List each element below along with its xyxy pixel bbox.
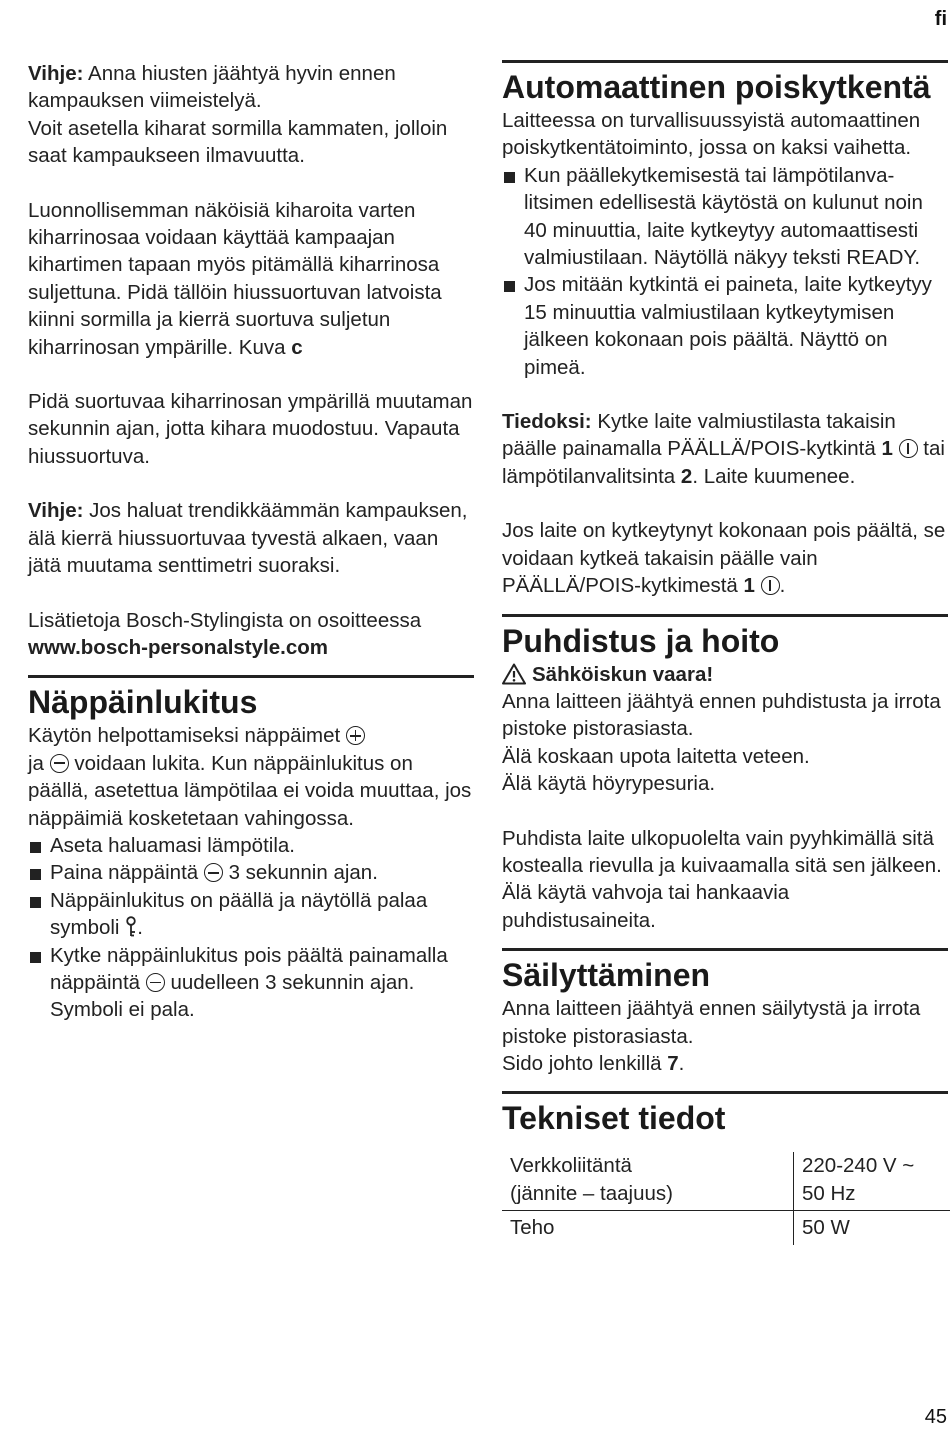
power-on-paragraph <box>502 517 948 599</box>
lock-text-a: Käytön helpottamiseksi näppäimet <box>28 724 346 748</box>
list-item: Kun päällekytkemisestä tai lämpötilanvalitsimen edellisestä käytöstä on kulunut noin 40 minuuttia, laite kytkeytyy automaattisesti valmiustilaan. Näytöllä näkyy teksti READY. <box>502 162 948 272</box>
note-label: Tiedoksi: <box>502 410 592 434</box>
cleaning-text <box>502 688 948 798</box>
auto-off-heading: Automaattinen poiskytkentä <box>502 60 948 107</box>
note-text: . Laite kuumenee. <box>692 464 856 488</box>
curling-text: Luonnollisemman näköisiä kiharoita varten kiharrinosaa voidaan käyttää kampaajan kihartimen tapaan myös pitämällä kiharrinosa suljettuna. Pidä tällöin hiussuortuvan latvoista kiinni sormilla ja kierrä suortuva suljetun kiharrinosan ympärille. Kuva <box>28 198 442 359</box>
list-item <box>28 887 474 942</box>
note-text: Kytke laite valmiustilasta takaisin päälle painamalla PÄÄLLÄ/POIS-kytkintä <box>502 410 896 461</box>
storage-line: Sido johto lenkillä <box>502 1051 668 1075</box>
storage-line: Anna laitteen jäähtyä ennen säilytystä ja irrota pistoke pistorasiasta. <box>502 997 921 1048</box>
ref-number: 1 <box>743 574 755 598</box>
info-text: Lisätietoja Bosch-Stylingista on osoitteessa <box>28 608 422 632</box>
step-text: Paina näppäintä <box>50 861 204 885</box>
spec-label-line: (jännite – taajuus) <box>510 1181 673 1205</box>
figure-ref: c <box>291 335 303 359</box>
warning-icon <box>502 663 526 685</box>
storage-heading: Säilyttäminen <box>502 948 948 995</box>
storage-line: . <box>678 1051 685 1075</box>
hold-paragraph: Pidä suortuvaa kiharrinosan ympärillä muutaman sekunnin ajan, jotta kihara muodostuu. Vapauta hiussuortuva. <box>28 390 473 468</box>
power-on-text: . <box>779 574 786 598</box>
step-text: . <box>137 916 143 940</box>
ref-number: 2 <box>680 464 693 488</box>
minus-icon <box>146 973 165 992</box>
step-text: Näppäinlukitus on päällä ja näytöllä palaa symboli <box>50 888 428 940</box>
lock-text-b: ja <box>28 751 50 775</box>
warning-text: Sähköiskun vaara! <box>532 662 714 686</box>
spec-label-line: Verkkoliitäntä <box>510 1154 632 1178</box>
cleaning-line: Älä koskaan upota laitetta veteen. <box>502 744 810 768</box>
tip2-label: Vihje: <box>28 499 84 523</box>
cleaning-heading: Puhdistus ja hoito <box>502 614 948 661</box>
spec-value-line: 50 Hz <box>802 1181 856 1205</box>
storage-text <box>502 995 948 1077</box>
power-icon <box>761 576 780 595</box>
spec-value-line: 220-240 V ~ <box>802 1154 915 1178</box>
auto-off-list <box>502 162 948 381</box>
tip-paragraph <box>28 60 474 170</box>
note-text: tai lämpötilanvalitsinta <box>502 437 945 488</box>
tip2-text: Jos haluat trendikkäämmän kampauksen, älä kierrä hiussuortuvaa tyvestä alkaen, vaan jätä muutama senttimetri suoraksi. <box>28 499 468 578</box>
spec-label: Teho <box>502 1211 794 1245</box>
list-item <box>28 832 474 859</box>
spec-value <box>794 1152 950 1210</box>
minus-icon <box>50 754 69 773</box>
info-url[interactable]: www.bosch-personalstyle.com <box>28 635 328 659</box>
minus-icon <box>204 863 223 882</box>
tip-text-line2: Voit asetella kiharat sormilla kammaten, jolloin saat kampaukseen ilmavuutta. <box>28 116 448 168</box>
key-lock-steps <box>28 832 474 1024</box>
plus-icon <box>346 726 365 745</box>
step-text: Aseta haluamasi lämpötila. <box>50 833 295 857</box>
tip-text: Anna hiusten jäähtyä hyvin ennen kampauksen viimeistelyä. <box>28 62 396 113</box>
table-row <box>502 1211 950 1245</box>
ref-number: 7 <box>667 1051 679 1075</box>
list-item: Jos mitään kytkintä ei paineta, laite kytkeytyy 15 minuuttia valmiustilaan kytkeytymisen jälkeen kokonaan pois päältä. Näyttö on pimeä. <box>502 271 948 381</box>
spec-label <box>502 1152 794 1210</box>
step-text: Kytke näppäinlukitus pois päältä painamalla näppäintä <box>50 943 448 994</box>
language-code: fi <box>934 8 947 30</box>
cleaning-line: Anna laitteen jäähtyä ennen puhdistusta ja irrota pistoke pistorasiasta. <box>502 689 941 741</box>
key-icon <box>125 916 137 938</box>
curling-paragraph <box>28 197 474 361</box>
spec-value: 50 W <box>802 1216 850 1240</box>
step-text: uudelleen 3 sekunnin ajan. Symboli ei pala. <box>50 970 415 1022</box>
table-row <box>502 1152 950 1210</box>
note-paragraph <box>502 408 948 490</box>
key-lock-heading: Näppäinlukitus <box>28 675 474 722</box>
ref-number: 1 <box>881 437 893 461</box>
key-lock-paragraph <box>28 722 474 832</box>
list-item <box>28 859 474 886</box>
tip-label: Vihje: <box>28 62 84 85</box>
power-icon <box>899 439 918 458</box>
right-column <box>502 60 948 1245</box>
cleaning-paragraph: Puhdista laite ulkopuolelta vain pyyhkimällä sitä kostealla rievulla ja kuivaamalla sitä sen jälkeen. Älä käytä vahvoja tai hankaavia puhdistusaineita. <box>502 826 942 932</box>
left-column <box>28 60 474 1024</box>
list-item <box>28 942 474 1024</box>
info-paragraph <box>28 607 474 662</box>
auto-off-intro: Laitteessa on turvallisuussyistä automaattinen poiskytkentätoiminto, jossa on kaksi vaihetta. <box>502 109 921 160</box>
tech-spec-table <box>502 1152 950 1244</box>
lock-text-c: voidaan lukita. Kun näppäinlukitus on päällä, asetettua lämpötilaa ei voida muuttaa, jos näppäimiä kosketetaan vahingossa. <box>28 751 472 830</box>
page-number: 45 <box>924 1406 947 1428</box>
warning-line <box>502 661 948 688</box>
cleaning-line: Älä käytä höyrypesuria. <box>502 772 716 796</box>
tip2-paragraph <box>28 497 474 579</box>
power-on-text: Jos laite on kytkeytynyt kokonaan pois päältä, se voidaan kytkeä takaisin päälle vain PÄÄLLÄ/POIS-kytkimestä <box>502 519 946 598</box>
step-text: 3 sekunnin ajan. <box>222 861 378 885</box>
tech-data-heading: Tekniset tiedot <box>502 1091 948 1138</box>
